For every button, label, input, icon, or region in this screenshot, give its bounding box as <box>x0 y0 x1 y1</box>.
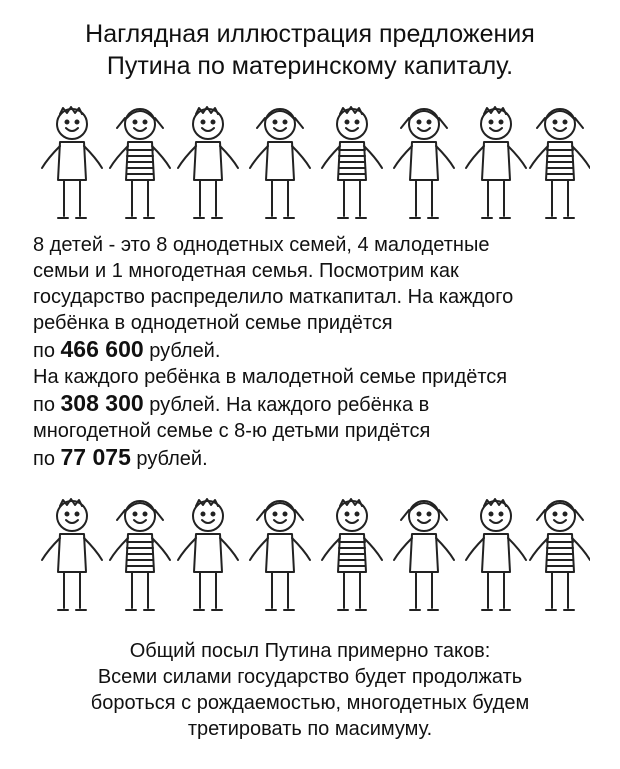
child-figure <box>250 109 310 218</box>
conclusion-line-4: третировать по масимуму. <box>187 718 433 740</box>
text-line: 8 детей - это 8 однодетных семей, 4 малодетные <box>33 234 490 256</box>
child-figure <box>322 499 382 610</box>
child-figure <box>178 499 238 610</box>
title-line-2: Путина по материнскому капиталу. <box>106 52 514 80</box>
child-figure <box>322 107 382 218</box>
amount-single-child: 466 600 <box>60 336 144 362</box>
amount-large-family: 77 075 <box>60 444 131 470</box>
child-figure <box>250 501 310 610</box>
child-figure <box>42 499 102 610</box>
child-figure <box>466 107 526 218</box>
conclusion <box>0 638 620 742</box>
child-figure <box>466 499 526 610</box>
child-figure <box>530 109 590 218</box>
children-illustration-bottom <box>30 492 590 622</box>
children-holding-hands-icon <box>30 100 590 230</box>
children-holding-hands-icon <box>30 492 590 622</box>
children-illustration-top <box>30 100 590 230</box>
conclusion-line-1: Общий посыл Путина примерно таков: <box>129 640 491 662</box>
text-line: семьи и 1 многодетная семья. Посмотрим как <box>33 260 459 282</box>
child-figure <box>110 501 170 610</box>
amount-small-family: 308 300 <box>60 390 144 416</box>
text-line: государство распределило маткапитал. На каждого <box>33 286 514 308</box>
child-figure <box>394 109 454 218</box>
conclusion-line-2: Всеми силами государство будет продолжать <box>97 666 523 688</box>
title-line-1: Наглядная иллюстрация предложения <box>85 20 535 48</box>
text-line: по 77 075 рублей. <box>33 444 208 470</box>
child-figure <box>530 501 590 610</box>
text-line: На каждого ребёнка в малодетной семье придётся <box>33 366 508 388</box>
child-figure <box>178 107 238 218</box>
page-title <box>0 18 620 82</box>
conclusion-line-3: бороться с рождаемостью, многодетных будем <box>90 692 530 714</box>
main-text <box>33 232 613 472</box>
child-figure <box>394 501 454 610</box>
text-line: многодетной семье с 8-ю детьми придётся <box>33 420 431 442</box>
child-figure <box>42 107 102 218</box>
text-line: по 308 300 рублей. На каждого ребёнка в <box>33 390 430 416</box>
child-figure <box>110 109 170 218</box>
text-line: ребёнка в однодетной семье придётся <box>33 312 393 334</box>
text-line: по 466 600 рублей. <box>33 336 221 362</box>
